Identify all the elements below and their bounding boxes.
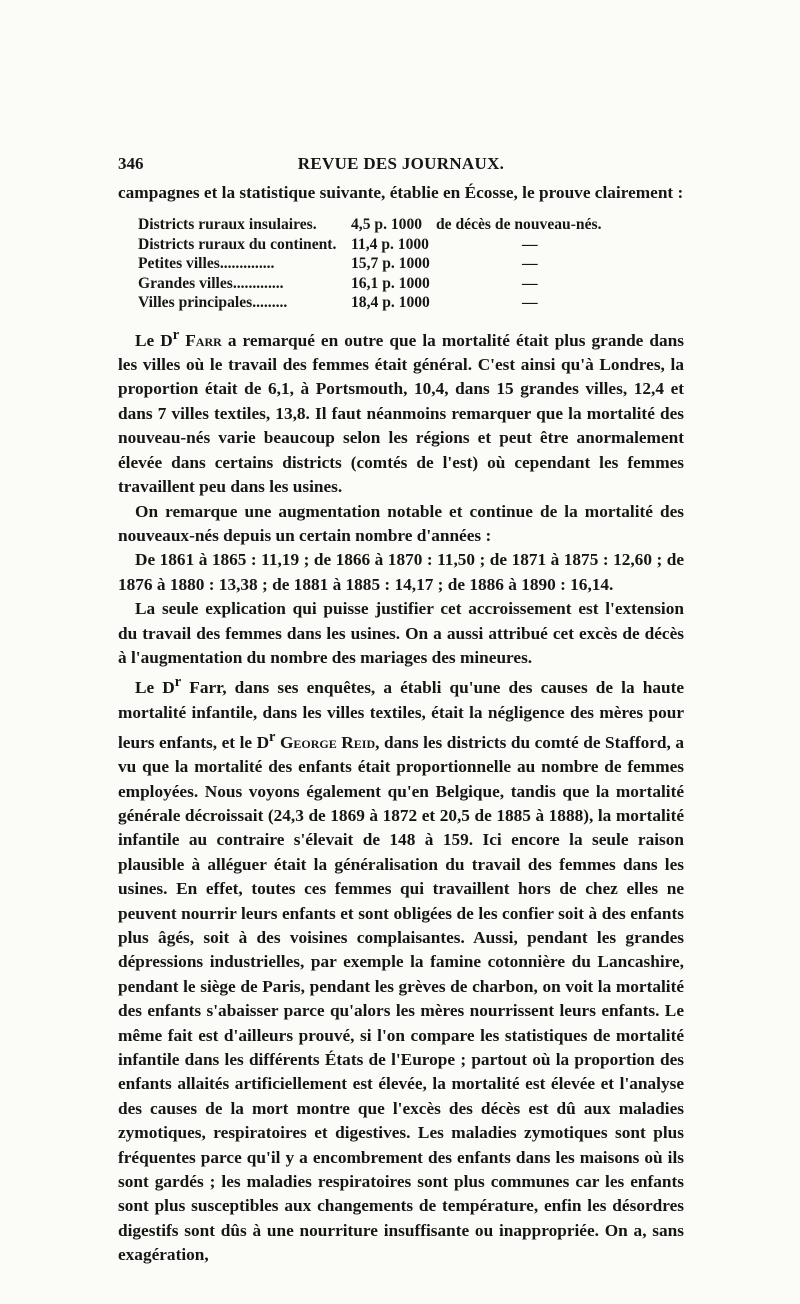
stats-row	[138, 293, 684, 313]
paragraph-augmentation: On remarque une augmentation notable et continue de la mortalité des nouveaux-nés depuis un certain nombre d'années :	[118, 501, 684, 545]
author-name: Farr	[185, 330, 222, 350]
mortality-statistics-table	[118, 215, 684, 313]
stats-label: Grandes villes.............	[138, 274, 284, 292]
stats-note: —	[522, 274, 538, 292]
stats-label: Petites villes..............	[138, 255, 275, 273]
stats-value: 15,7 p. 1000	[351, 255, 430, 273]
author-name: George Reid	[279, 732, 376, 752]
stats-row	[138, 235, 684, 255]
stats-label: Districts ruraux insulaires.	[138, 216, 317, 234]
paragraph-causes: Le $D^r$ Farr, dans ses enquêtes, a établi qu'une des causes de la haute mortalité infantile, dans les villes textiles, était la négligence des mères pour leurs enfants, et le $D^r$ George Reid, dans les districts du comté de Stafford, a vu que la mortalité des enfants était proportionnelle au nombre de femmes employées. Nous voyons également qu'en Belgique, tandis que la mortalité générale décroissait (24,3 de 1869 à 1872 et 20,5 de 1885 à 1888), la mortalité infantile au contraire s'élevait de 148 à 159. Ici encore la seule raison plausible à alléguer était la généralisation du travail des femmes dans les usines. En effet, toutes ces femmes qui travaillent hors de chez elles ne peuvent nourrir leurs enfants et sont obligées de les confier soit à des enfants plus âgés, soit à des voisines complaisantes. Aussi, pendant les grandes dépressions industrielles, par exemple la famine cotonnière du Lancashire, pendant le siège de Paris, pendant les grèves de charbon, on voit la mortalité des enfants s'abaisser parce qu'alors les mères nourrissent leurs enfants. Le même fait est d'ailleurs prouvé, si l'on compare les statistiques de mortalité infantile dans les différents États de l'Europe ; partout où la proportion des enfants allaités artificiellement est élevée, la mortalité est élevée et l'analyse des causes de la mort montre que l'excès des décès est dû aux maladies zymotiques, respiratoires et digestives. Les maladies zymotiques sont plus fréquentes parce qu'il y a encombrement des enfants dans les maisons où ils sont gardés ; les maladies respiratoires sont plus communes car les enfants sont plus susceptibles aux changements de température, enfin les désordres digestifs sont dûs à une nourriture insuffisante ou inappropriée. On a, sans exagération,	[118, 674, 684, 1265]
stats-row	[138, 254, 684, 274]
paragraph-explanation: La seule explication qui puisse justifier cet accroissement est l'extension du travail des femmes dans les usines. On a aussi attribué cet excès de décès à l'augmentation du nombre des mariages des mineures.	[118, 599, 684, 667]
page-number: 346	[118, 154, 144, 173]
running-title: REVUE DES JOURNAUX.	[297, 154, 505, 173]
intro-paragraph: campagnes et la statistique suivante, établie en Écosse, le prouve clairement :	[118, 183, 684, 202]
stats-value: 16,1 p. 1000	[351, 274, 430, 292]
paragraph-farr: Le $D^r$ Farr a remarqué en outre que la mortalité était plus grande dans les villes où le travail des femmes était général. C'est ainsi qu'à Londres, la proportion était de 6,1, à Portsmouth, 10,4, dans 15 grandes villes, 12,4 et dans 7 villes textiles, 13,8. Il faut néanmoins remarquer que la mortalité des nouveau-nés varie beaucoup selon les régions et peut être anormalement élevée dans certains districts (comtés de l'est) où cependant les femmes travaillent peu dans les usines.	[118, 326, 684, 497]
stats-note: de décès de nouveau-nés.	[436, 216, 602, 234]
page-header	[118, 150, 684, 178]
stats-row	[138, 215, 684, 235]
stats-value: 18,4 p. 1000	[351, 294, 430, 312]
stats-note: —	[522, 255, 538, 273]
stats-label: Districts ruraux du continent.	[138, 235, 337, 253]
stats-value: 11,4 p. 1000	[351, 235, 429, 253]
stats-label: Villes principales.........	[138, 294, 288, 312]
stats-row	[138, 274, 684, 294]
stats-note: —	[522, 294, 538, 312]
paragraph-yearly-rates: De 1861 à 1865 : 11,19 ; de 1866 à 1870 : 11,50 ; de 1871 à 1875 : 12,60 ; de 1876 à 1880 : 13,38 ; de 1881 à 1885 : 14,17 ; de 1886 à 1890 : 16,14.	[118, 550, 684, 594]
stats-note: —	[522, 235, 538, 253]
article-body	[118, 181, 684, 1268]
stats-value: 4,5 p. 1000	[351, 216, 423, 234]
